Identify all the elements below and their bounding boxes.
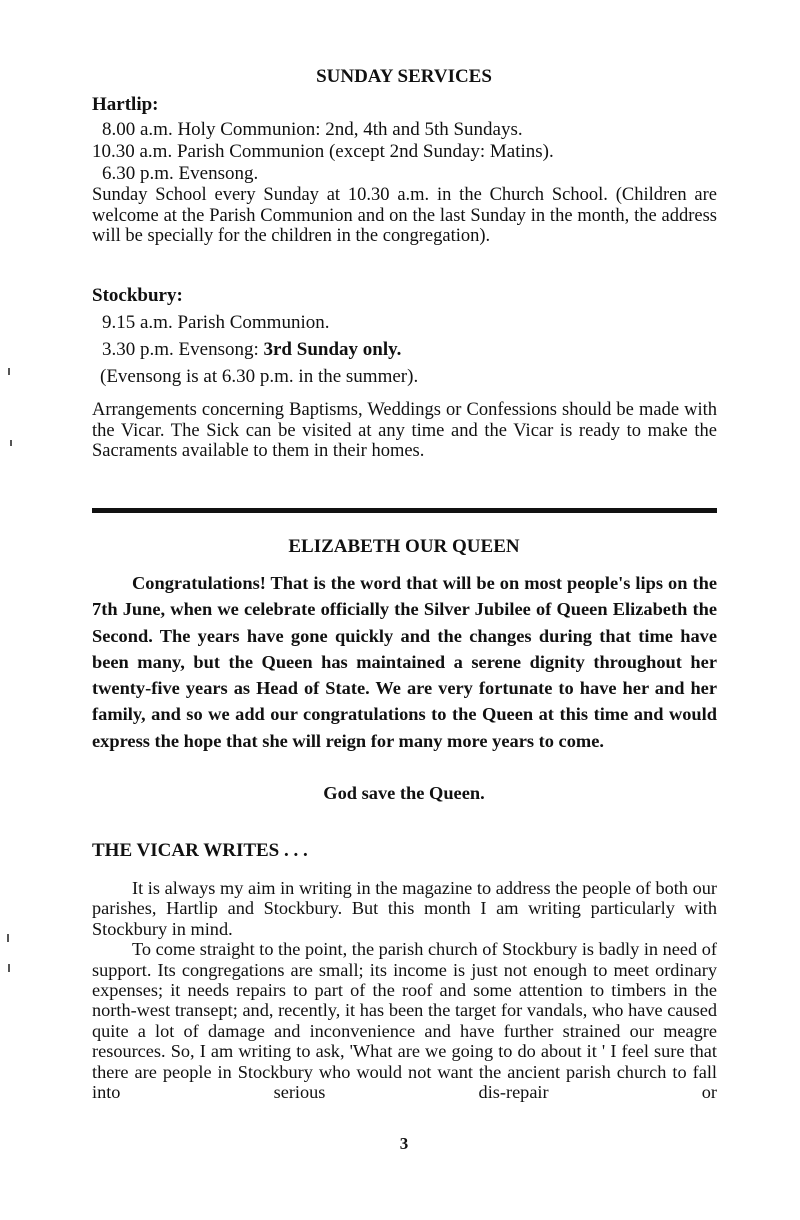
page-number: 3 — [399, 1134, 409, 1153]
hartlip-service-1: 8.00 a.m. Holy Communion: 2nd, 4th and 5th Sundays. — [102, 119, 523, 140]
scan-mark — [10, 440, 12, 446]
section-divider — [92, 508, 717, 513]
stockbury-service-2 — [102, 339, 401, 361]
hartlip-service-3: 6.30 p.m. Evensong. — [102, 163, 259, 184]
stockbury-service-1: 9.15 a.m. Parish Communion. — [102, 312, 330, 333]
stockbury-service-2-emphasis: 3rd Sunday only. — [263, 339, 402, 360]
vicar-writes-title: THE VICAR WRITES . . . — [92, 840, 308, 861]
stockbury-evensong-note: (Evensong is at 6.30 p.m. in the summer). — [100, 366, 419, 387]
scan-mark — [8, 368, 10, 375]
sunday-services-title: SUNDAY SERVICES — [316, 66, 492, 87]
sunday-school-paragraph: Sunday School every Sunday at 10.30 a.m. in the Church School. (Children are welcome at the Parish Communion and on the last Sunday in the month, the address will be specially for the children in the congregation). — [92, 185, 717, 247]
stockbury-service-2-text: 3.30 p.m. Evensong: — [102, 339, 264, 360]
scan-mark — [7, 934, 9, 942]
arrangements-paragraph: Arrangements concerning Baptisms, Weddings or Confessions should be made with the Vicar. The Sick can be visited at any time and the Vicar is ready to make the Sacraments available to them in their homes. — [92, 400, 717, 462]
closing-line: God save the Queen. — [323, 783, 485, 803]
queen-title: ELIZABETH OUR QUEEN — [288, 536, 520, 557]
jubilee-paragraph: Congratulations! That is the word that will be on most people's lips on the 7th June, when we celebrate officially the Silver Jubilee of Queen Elizabeth the Second. The years have gone quickly and the changes during that time have been many, but the Queen has maintained a serene dignity throughout her twenty-five years as Head of State. We are very fortunate to have her and her family, and so we add our congratulations to the Queen at this time and would express the hope that she will reign for many more years to come. — [92, 573, 717, 751]
scan-mark — [8, 964, 10, 972]
hartlip-heading: Hartlip: — [92, 94, 159, 115]
vicar-letter — [92, 878, 717, 1102]
vicar-paragraph-2: To come straight to the point, the parish church of Stockbury is badly in need of support. Its congregations are small; its income is just not enough to meet ordinary expenses; it needs repairs to part of the roof and some attention to timbers in the north-west transept; and, recently, it has been the target for vandals, who have caused quite a lot of damage and inconvenience and have further strained our meagre resources. So, I am writing to ask, 'What are we going to do about it ' I feel sure that there are people in Stockbury who would not want the ancient parish church to fall into serious dis-repair or — [92, 939, 717, 1103]
vicar-paragraph-1: It is always my aim in writing in the magazine to address the people of both our parishes, Hartlip and Stockbury. But this month I am writing particularly with Stockbury in mind. — [92, 878, 717, 939]
stockbury-heading: Stockbury: — [92, 285, 183, 306]
hartlip-service-2: 10.30 a.m. Parish Communion (except 2nd Sunday: Matins). — [92, 141, 554, 162]
